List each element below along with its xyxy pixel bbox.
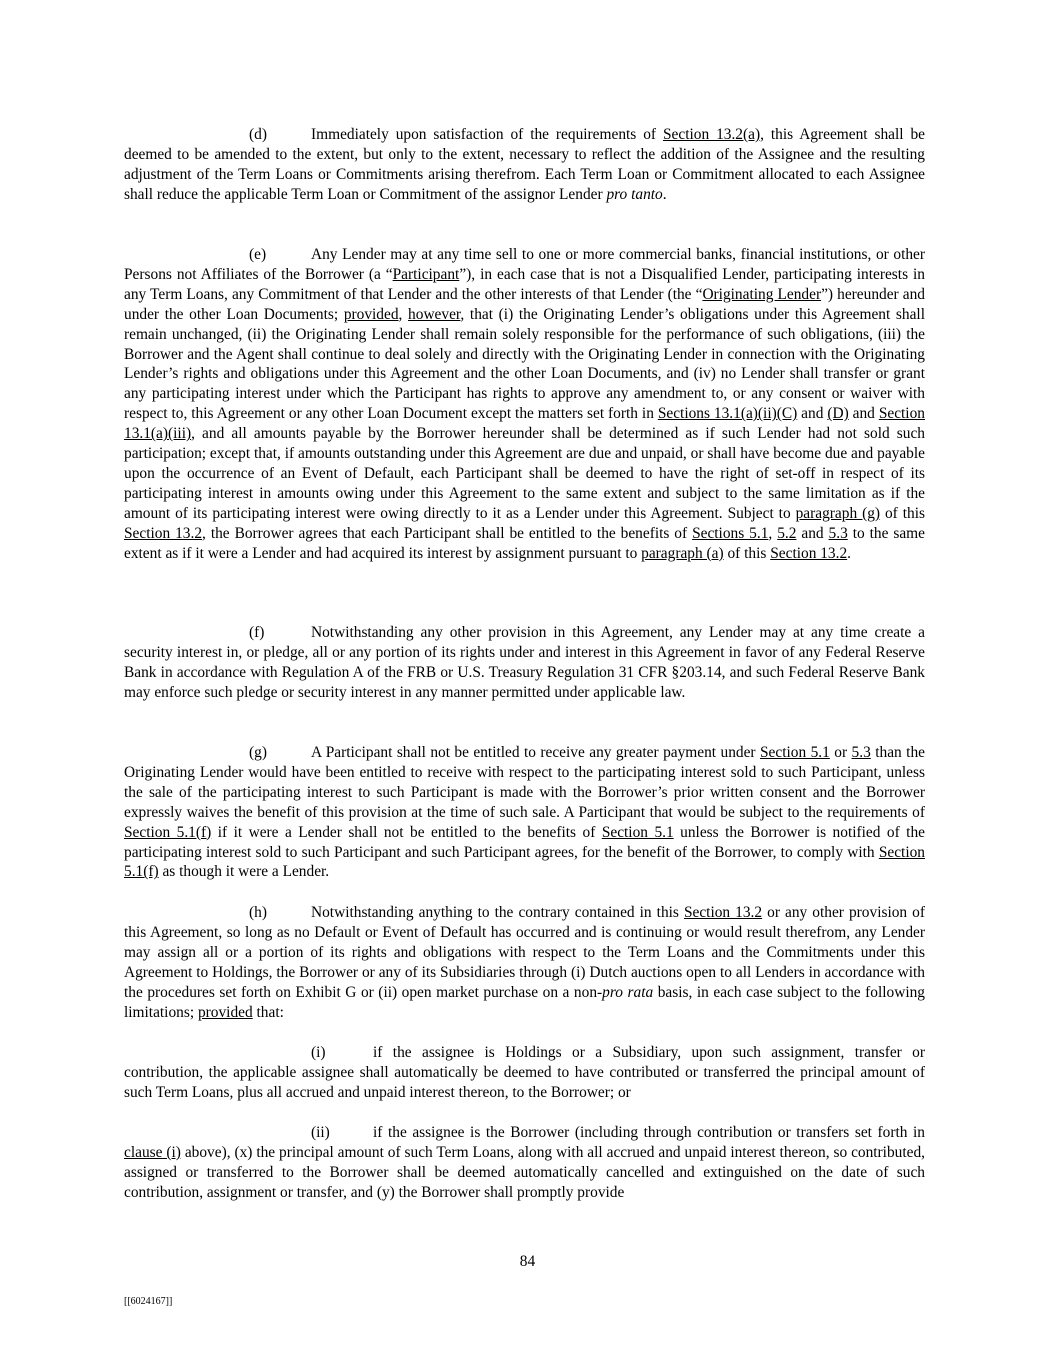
proviso-term: provided [197, 1003, 253, 1021]
cross-reference: Sections 13.1(a)(ii)(C) [657, 405, 798, 423]
subparagraph-i: (i) if the assignee is Holdings or a Subsidiary, upon such assignment, transfer or contribution, the applicable assignee shall automatically be deemed to have contributed or transferred the principal amount of such Term Loans, plus all accrued and unpaid interest thereon, to the Borrower; or [124, 1044, 925, 1101]
defined-term: Participant [392, 265, 460, 283]
cross-reference: Section 5.1 [760, 744, 830, 761]
paragraph-label: (g) [249, 744, 267, 761]
cross-reference: Section 5.1 [601, 823, 674, 841]
cross-reference: Section 13.2 [683, 904, 763, 921]
proviso-term: provided [343, 305, 399, 323]
paragraph-f: (f) Notwithstanding any other provision in this Agreement, any Lender may at any time create a security interest in, or pledge, all or any portion of its rights under and interest in this Agreement in favor of any Federal Reserve Bank in accordance with Regulation A of the FRB or U.S. Treasury Regulation 31 CFR §203.14, and such Federal Reserve Bank may enforce such pledge or security interest in any manner permitted under applicable law. [124, 624, 925, 701]
cross-reference: Section 5.1(f) [124, 823, 212, 841]
cross-reference: Section 13.2 [770, 544, 848, 562]
proviso-term: however [408, 305, 461, 323]
cross-reference: paragraph (a) [641, 544, 724, 562]
cross-reference: 5.3 [828, 524, 848, 542]
subparagraph-label: (i) [311, 1044, 326, 1061]
paragraph-d: (d) Immediately upon satisfaction of the requirements of Section 13.2(a), this Agreement shall be deemed to be amended to the extent, but only to the extent, necessary to reflect the addition of the Assignee and the resulting adjustment of the Term Loans or Commitments arising therefrom. Each Term Loan or Commitment allocated to each Assignee shall reduce the applicable Term Loan or Commitment of the assignor Lender pro tanto. [124, 126, 926, 203]
subparagraph-ii: (ii) if the assignee is the Borrower (including through contribution or transfers set forth in clause (i) above), (x) the principal amount of such Term Loans, along with all accrued and unpaid interest thereon, so contributed, assigned or transferred to the Borrower shall be deemed automatically cancelled and extinguished on the date of such contribution, assignment or transfer, and (y) the Borrower shall promptly provide [124, 1124, 926, 1201]
defined-term: Originating Lender [702, 285, 822, 303]
cross-reference: Section 5.1(f) [124, 843, 925, 881]
cross-reference: Section 13.2 [124, 524, 203, 542]
document-id: [[6024167]] [124, 1296, 173, 1307]
page-number: 84 [519, 1253, 536, 1270]
paragraph-label: (h) [249, 904, 267, 921]
cross-reference: (D) [827, 405, 849, 423]
cross-reference: clause (i) [124, 1143, 181, 1161]
cross-reference: 5.2 [777, 524, 797, 542]
cross-reference: paragraph (g) [795, 504, 881, 522]
paragraph-label: (e) [249, 246, 267, 263]
paragraph-e: (e) Any Lender may at any time sell to one or more commercial banks, financial institutions, or other Persons not Affiliates of the Borrower (a “Participant”), in each case that is not a Disqualified Lender, participating interests in any Term Loans, any Commitment of that Lender and the other interests of that Lender (the “Originating Lender”) hereunder and under the other Loan Documents; provided, however, that (i) the Originating Lender’s obligations under this Agreement shall remain unchanged, (ii) the Originating Lender shall remain solely responsible for the performance of such obligations, (iii) the Borrower and the Agent shall continue to deal solely and directly with the Originating Lender in connection with the Originating Lender’s rights and obligations under this Agreement and the other Loan Documents, and (iv) no Lender shall transfer or grant any participating interest under which the Participant has rights to approve any amendment to, or any consent or waiver with respect to, this Agreement or any other Loan Document except the matters set forth in Sections 13.1(a)(ii)(C) and (D) and Section 13.1(a)(iii), and all amounts payable by the Borrower hereunder shall be determined as if such Lender had not sold such participation; except that, if amounts outstanding under this Agreement are due and unpaid, or shall have become due and payable upon the occurrence of an Event of Default, each Participant shall be deemed to have the right of set-off in respect of its participating interest in amounts owing under this Agreement to the same extent and subject to the same limitation as if the amount of its participating interest were owing directly to it as a Lender under this Agreement. Subject to paragraph (g) of this Section 13.2, the Borrower agrees that each Participant shall be entitled to the benefits of Sections 5.1, 5.2 and 5.3 to the same extent as if it were a Lender and had acquired its interest by assignment pursuant to paragraph (a) of this Section 13.2. [124, 246, 925, 562]
cross-reference: Section 13.1(a)(iii) [124, 405, 925, 443]
cross-reference: Section 13.2(a) [662, 126, 761, 143]
paragraph-label: (f) [249, 624, 265, 641]
paragraph-label: (d) [249, 126, 267, 143]
paragraph-h: (h) Notwithstanding anything to the contrary contained in this Section 13.2 or any other provision of this Agreement, so long as no Default or Event of Default has occurred and is continuing or would result therefrom, any Lender may assign all or a portion of its rights and obligations with respect to the Term Loans and the Commitments under this Agreement to Holdings, the Borrower or any of its Subsidiaries through (i) Dutch auctions open to all Lenders in accordance with the procedures set forth on Exhibit G or (ii) open market purchase on a non-pro rata basis, in each case subject to the following limitations; provided that: [124, 904, 926, 1021]
cross-reference: Sections 5.1 [692, 524, 769, 542]
cross-reference: 5.3 [851, 744, 871, 761]
paragraph-g: (g) A Participant shall not be entitled to receive any greater payment under Section 5.1 or 5.3 than the Originating Lender would have been entitled to receive with respect to the participating interest sold to such Participant, unless the sale of the participating interest to such Participant is made with the Borrower’s prior written consent and the Borrower expressly waives the benefit of this provision at the time of such sale. A Participant that would be subject to the requirements of Section 5.1(f) if it were a Lender shall not be entitled to the benefits of Section 5.1 unless the Borrower is notified of the participating interest sold to such Participant and such Participant agrees, for the benefit of the Borrower, to comply with Section 5.1(f) as though it were a Lender. [124, 744, 925, 881]
subparagraph-label: (ii) [311, 1124, 330, 1141]
